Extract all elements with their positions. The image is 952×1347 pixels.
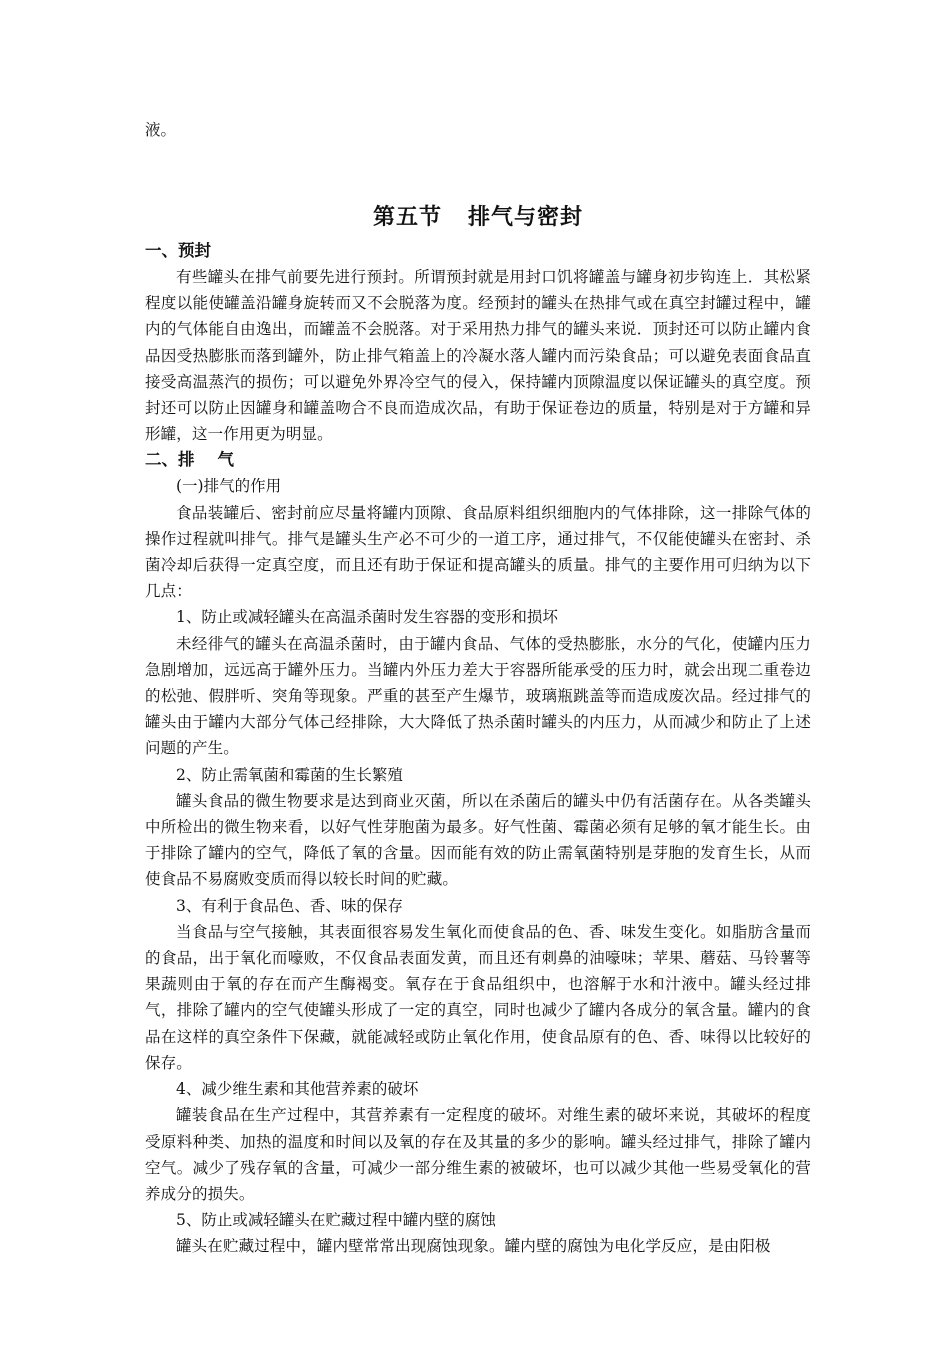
paragraph-point-4: 罐装食品在生产过程中，其营养素有一定程度的破坏。对维生素的破坏来说，其破坏的程度受原料种类、加热的温度和时间以及氧的存在及其量的多少的影响。罐头经过排气，排除了罐内空气。减少了残存氧的含量，可减少一部分维生素的被破坏，也可以减少其他一些易受氧化的营养成分的损失。 (145, 1106, 811, 1203)
paragraph-preseal: 有些罐头在排气前要先进行预封。所谓预封就是用封口饥将罐盖与罐身初步钩连上．其松紧程度以能使罐盖沿罐身旋转而又不会脱落为度。经预封的罐头在热排气或在真空封罐过程中，罐内的气体能自由逸出，而罐盖不会脱落。对于采用热力排气的罐头来说．顶封还可以防止罐内食品因受热膨胀而落到罐外，防止排气箱盖上的冷凝水落人罐内而污染食品；可以避免表面食品直接受高温蒸汽的损伤；可以避免外界冷空气的侵入，保持罐内顶隙温度以保证罐头的真空度。预封还可以防止因罐身和罐盖吻合不良而造成次品，有助于保证卷边的质量，特别是对于方罐和异形罐，这一作用更为明显。 (145, 268, 811, 444)
paragraph-point-3: 当食品与空气接触，其表面很容易发生氧化而使食品的色、香、味发生变化。如脂肪含量而的食品，出于氧化而嚎败，不仅食品表面发黄，而且还有刺鼻的油嚎味；苹果、蘑菇、马铃薯等果蔬则由于氧的存在而产生酶褐变。氧存在于食品组织中，也溶解于水和汁液中。罐头经过排气，排除了罐内的空气使罐头形成了一定的真空，同时也减少了罐内各成分的氧含量。罐内的食品在这样的真空条件下保藏，就能减轻或防止氧化作用，使食品原有的色、香、味得以比较好的保存。 (145, 922, 811, 1072)
paragraph-point-1: 未经徘气的罐头在高温杀菌时，由于罐内食品、气体的受热膨胀，水分的气化，使罐内压力急剧增加，远远高于罐外压力。当罐内外压力差大于容器所能承受的压力时，就会出现二重卷边的松弛、假胖听、突角等现象。严重的甚至产生爆节，玻璃瓶跳盖等而造成废次品。经过排气的罐头由于罐内大部分气体己经排除，大大降低了热杀菌时罐头的内压力，从而减少和防止了上述问题的产生。 (145, 634, 811, 758)
subheading-point-1: 1、防止或减轻罐头在高温杀菌时发生容器的变形和损坏 (176, 608, 558, 627)
carryover-text: 液。 (145, 121, 177, 139)
paragraph-point-5: 罐头在贮藏过程中，罐内壁常常出现腐蚀现象。罐内壁的腐蚀为电化学反应，是由阳极 (176, 1237, 771, 1256)
heading-exhaust: 二、排 气 (145, 450, 234, 470)
document-body (145, 238, 811, 1260)
subheading-point-5: 5、防止或减轻罐头在贮藏过程中罐内壁的腐蚀 (176, 1211, 496, 1230)
subheading-point-2: 2、防止需氧菌和霉菌的生长繁殖 (176, 765, 403, 784)
paragraph-exhaust-intro: 食品装罐后、密封前应尽量将罐内顶隙、食品原料组织细胞内的气体排除，这一排除气体的操作过程就叫排气。排气是罐头生产必不可少的一道工序，通过排气，不仅能使罐头在密封、杀菌冷却后获得一定真空度，而且还有助于保证和提高罐头的质量。排气的主要作用可归纳为以下几点： (145, 503, 811, 601)
section-title: 第五节 排气与密封 (373, 204, 583, 230)
heading-preseal: 一、预封 (145, 241, 211, 260)
subheading-point-4: 4、减少维生素和其他营养素的破坏 (176, 1080, 419, 1099)
subheading-exhaust-purpose: (一)排气的作用 (176, 477, 282, 496)
paragraph-point-2: 罐头食品的微生物要求是达到商业灭菌，所以在杀菌后的罐头中仍有活菌存在。从各类罐头中所检出的微生物来看，以好气性芽胞菌为最多。好气性菌、霉菌必须有足够的氧才能生长。由于排除了罐内的空气，降低了氧的含量。因而能有效的防止需氧菌特别是芽胞的发育生长，从而使食品不易腐败变质而得以较长时间的贮藏。 (145, 791, 811, 889)
subheading-point-3: 3、有利于食品色、香、味的保存 (176, 896, 403, 915)
